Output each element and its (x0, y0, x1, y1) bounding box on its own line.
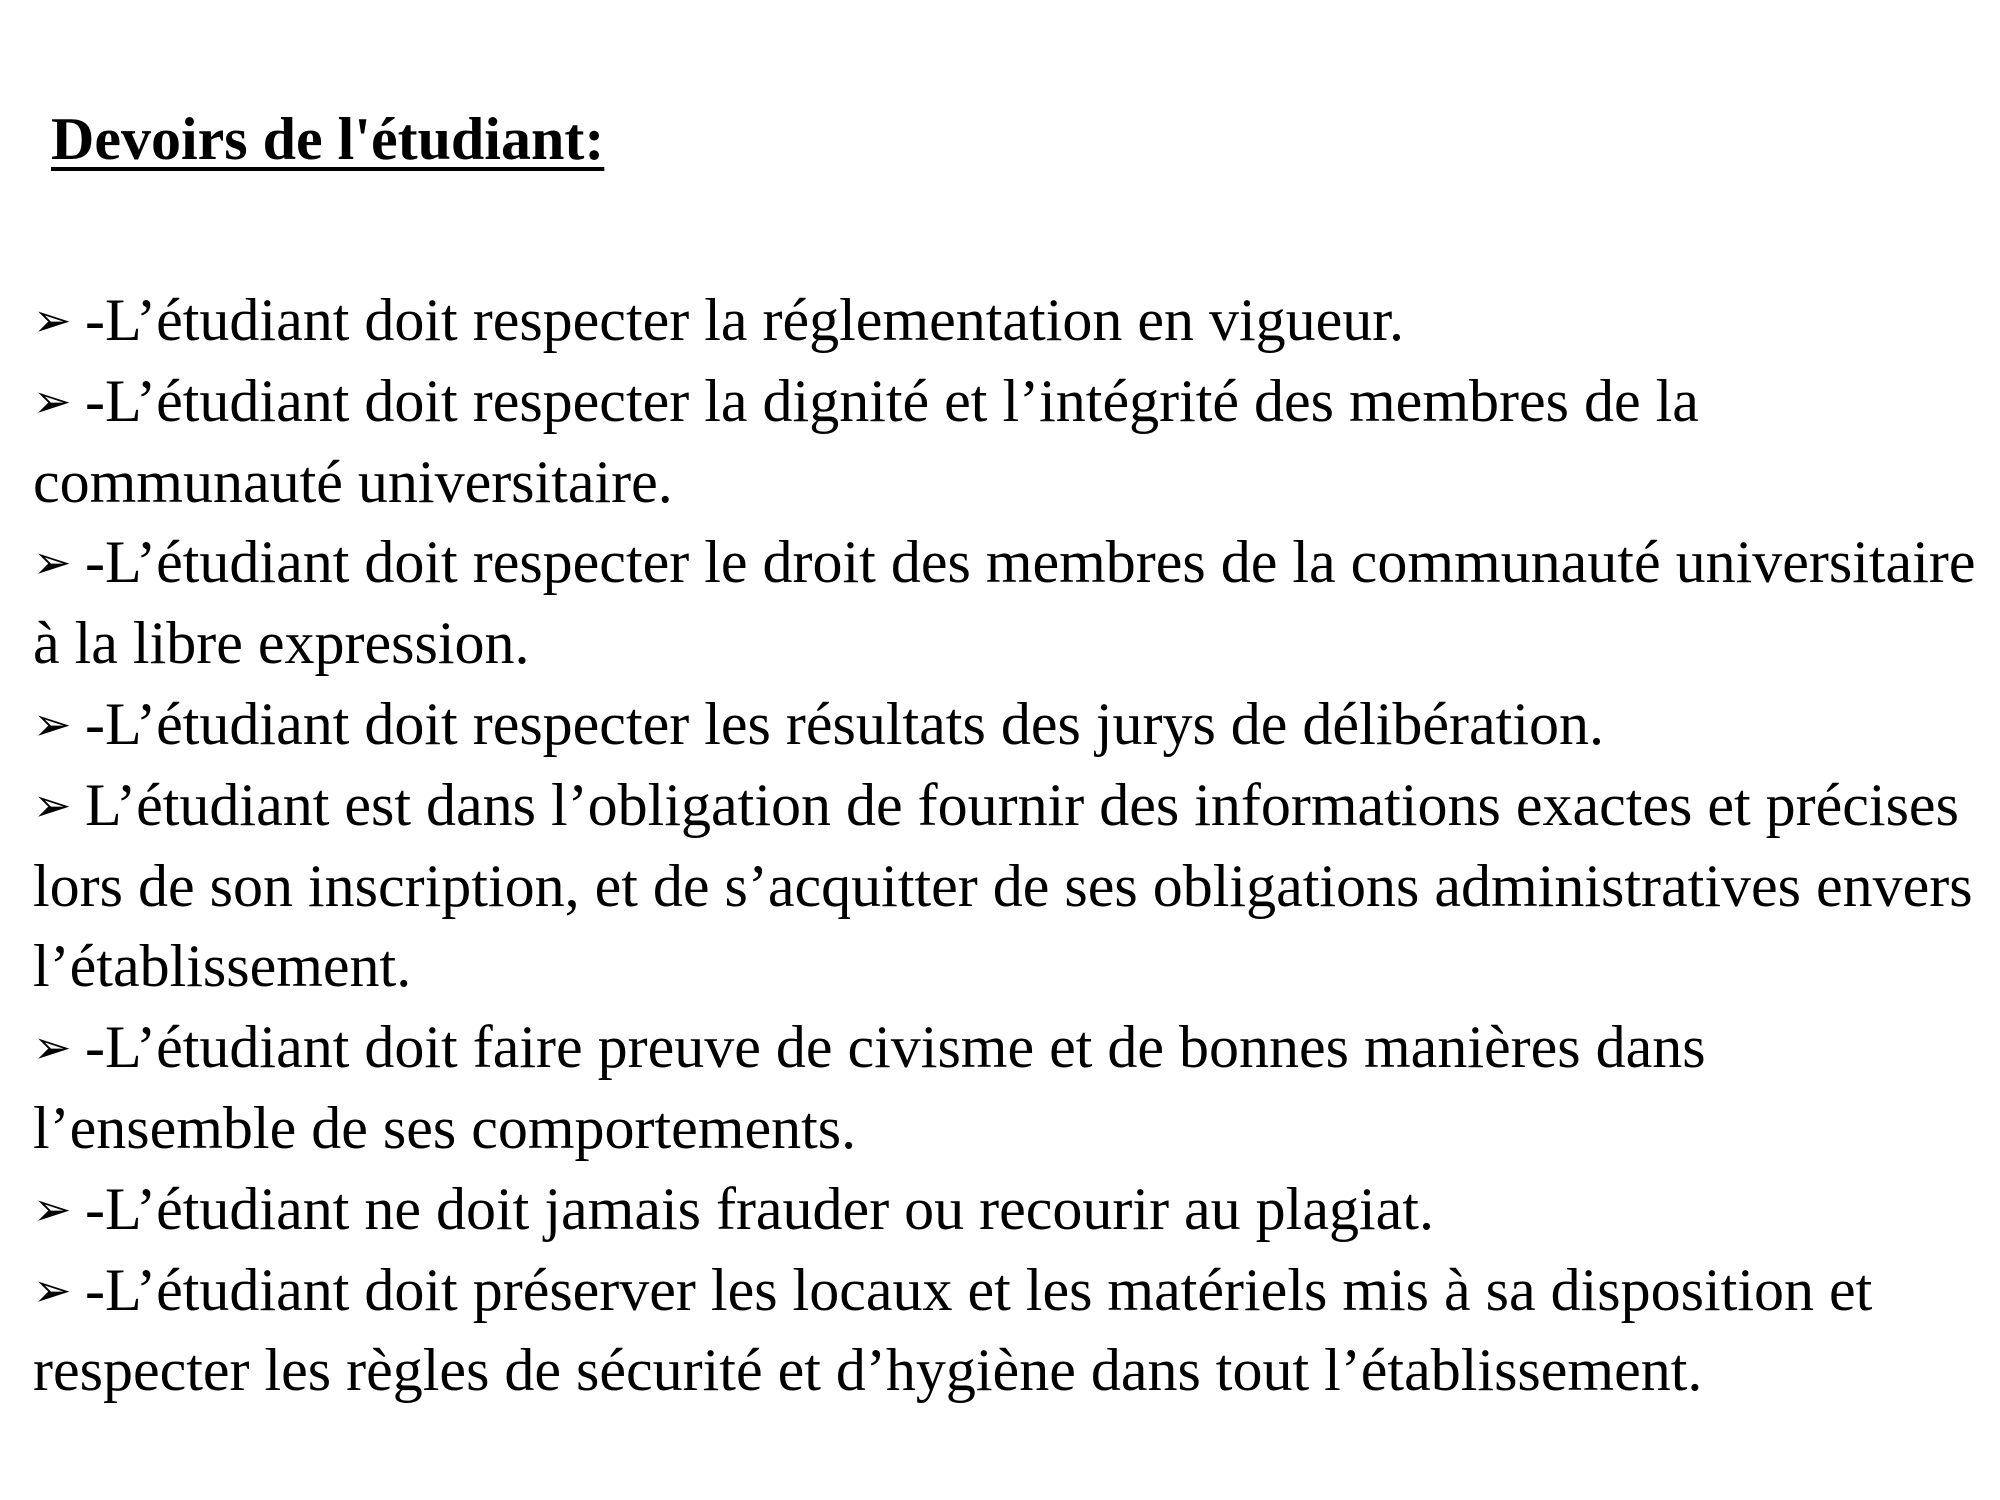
arrowhead-bullet-icon: ➢ (33, 696, 72, 751)
list-item (33, 361, 1983, 523)
arrowhead-bullet-icon: ➢ (33, 1020, 72, 1075)
list-item-text: -L’étudiant doit respecter la réglementation en vigueur. (85, 287, 1404, 353)
arrowhead-bullet-icon: ➢ (33, 293, 72, 347)
page-title: Devoirs de l'étudiant: (51, 106, 605, 172)
list-item (33, 1007, 1983, 1169)
list-item-text: -L’étudiant ne doit jamais frauder ou recourir au plagiat. (85, 1175, 1434, 1242)
arrowhead-bullet-icon: ➢ (33, 1262, 72, 1317)
list-item-text: -L’étudiant doit respecter les résultats des jurys de délibération. (85, 690, 1604, 757)
list-item-text: -L’étudiant doit respecter la dignité et l’intégrité des membres de la communauté universitaire. (33, 367, 1699, 515)
arrowhead-bullet-icon: ➢ (33, 373, 72, 428)
list-item (33, 1169, 1983, 1250)
list-item (33, 280, 1983, 361)
list-item-text: -L’étudiant doit respecter le droit des membres de la communauté universitaire à la libre expression. (33, 529, 1976, 677)
list-item-text: -L’étudiant doit préserver les locaux et les matériels mis à sa disposition et respecter les règles de sécurité et d’hygiène dans tout l’établissement. (33, 1256, 1873, 1404)
list-item-text: -L’étudiant doit faire preuve de civisme et de bonnes manières dans l’ensemble de ses comportements. (33, 1014, 1706, 1161)
arrowhead-bullet-icon: ➢ (33, 777, 72, 832)
list-item (33, 1250, 1983, 1412)
arrowhead-bullet-icon: ➢ (33, 535, 72, 590)
arrowhead-bullet-icon: ➢ (33, 1181, 72, 1236)
list-item (33, 765, 1983, 1007)
duties-list (33, 280, 1983, 1411)
list-item (33, 522, 1983, 684)
list-item (33, 684, 1983, 765)
list-item-text: L’étudiant est dans l’obligation de fournir des informations exactes et précises lors de son inscription, et de s’acquitter de ses obligations administratives envers l’établissement. (33, 771, 1973, 1000)
